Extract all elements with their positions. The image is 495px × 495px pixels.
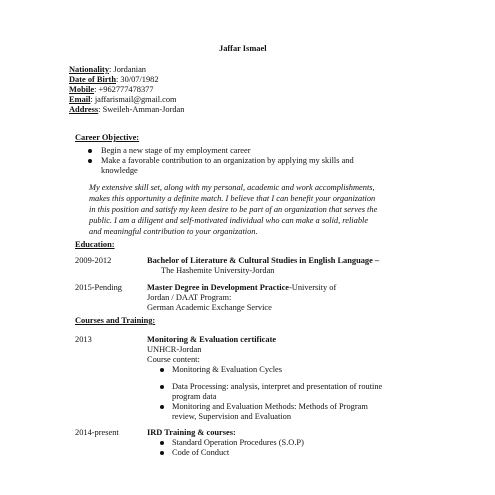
career-paragraph-line: and meaningful contribution to your organization. <box>89 227 258 236</box>
address-line <box>69 105 184 115</box>
mobile-label: Mobile <box>69 85 95 94</box>
education-program: Jordan / DAAT Program: <box>147 293 232 302</box>
career-bullet: Begin a new stage of my employment career <box>101 146 251 155</box>
bullet-icon <box>160 441 164 445</box>
nationality-line <box>69 65 146 75</box>
email-line <box>69 95 177 105</box>
course-bullet: Monitoring & Evaluation Cycles <box>172 365 283 374</box>
education-degree: Bachelor of Literature & Cultural Studies in English Language – <box>147 256 380 265</box>
bullet-icon <box>160 405 164 409</box>
education-institution: -University of <box>289 283 337 292</box>
email-label: Email <box>69 95 91 104</box>
course-content-label: Course content: <box>147 355 200 364</box>
education-heading: Education: <box>75 240 115 249</box>
education-degree: Master Degree in Development Practice <box>147 283 290 292</box>
career-paragraph-line: public. I am a diligent and self-motivated individual who can make a solid, reliable <box>89 216 369 225</box>
course-title-line <box>147 428 236 438</box>
course-bullet-continued: program data <box>172 392 217 401</box>
bullet-icon <box>88 159 92 163</box>
courses-heading: Courses and Training: <box>75 316 156 325</box>
course-bullet: Monitoring and Evaluation Methods: Methods of Program <box>172 402 368 411</box>
career-bullet: Make a favorable contribution to an organization by applying my skills and <box>101 156 354 165</box>
career-heading: Career Objective: <box>75 133 140 142</box>
career-bullet-continued: knowledge <box>101 166 138 175</box>
bullet-icon <box>160 451 164 455</box>
education-year: 2015-Pending <box>75 283 122 292</box>
course-org: UNHCR-Jordan <box>147 345 202 354</box>
mobile-value: : +962777478377 <box>94 85 154 94</box>
course-year: 2013 <box>75 335 92 344</box>
address-value: : Sweileh-Amman-Jordan <box>98 105 185 114</box>
course-bullet: Code of Conduct <box>172 448 230 457</box>
course-year: 2014-present <box>75 428 119 437</box>
dob-line <box>69 75 159 85</box>
career-paragraph-line: makes this opportunity a definite match. I believe that I can benefit your organization <box>89 194 376 203</box>
career-paragraph-line: in this position and satisfy my keen desire to be part of an organization that serves the <box>89 205 378 214</box>
course-title: Monitoring & Evaluation certificate <box>147 335 277 344</box>
nationality-label: Nationality <box>69 65 110 74</box>
email-value: : jaffarismail@gmail.com <box>90 95 177 104</box>
education-year: 2009-2012 <box>75 256 112 265</box>
career-paragraph-line: My extensive skill set, along with my personal, academic and work accomplishments, <box>89 183 375 192</box>
course-bullet: Data Processing: analysis, interpret and presentation of routine <box>172 382 383 391</box>
bullet-icon <box>160 368 164 372</box>
bullet-icon <box>160 385 164 389</box>
mobile-line <box>69 85 154 95</box>
dob-label: Date of Birth <box>69 75 116 84</box>
course-bullet: Standard Operation Procedures (S.O.P) <box>172 438 304 447</box>
nationality-value: : Jordanian <box>109 65 146 74</box>
education-degree-line <box>147 283 336 293</box>
address-label: Address <box>69 105 99 114</box>
education-institution: The Hashemite University-Jordan <box>161 266 275 275</box>
course-title: IRD Training & courses <box>147 428 234 437</box>
cv-name: Jaffar Ismael <box>219 44 267 53</box>
course-title-colon: : <box>233 428 236 437</box>
bullet-icon <box>88 149 92 153</box>
dob-value: : 30/07/1982 <box>115 75 159 84</box>
education-sponsor: German Academic Exchange Service <box>147 303 272 312</box>
course-bullet-continued: review, Supervision and Evaluation <box>172 412 292 421</box>
